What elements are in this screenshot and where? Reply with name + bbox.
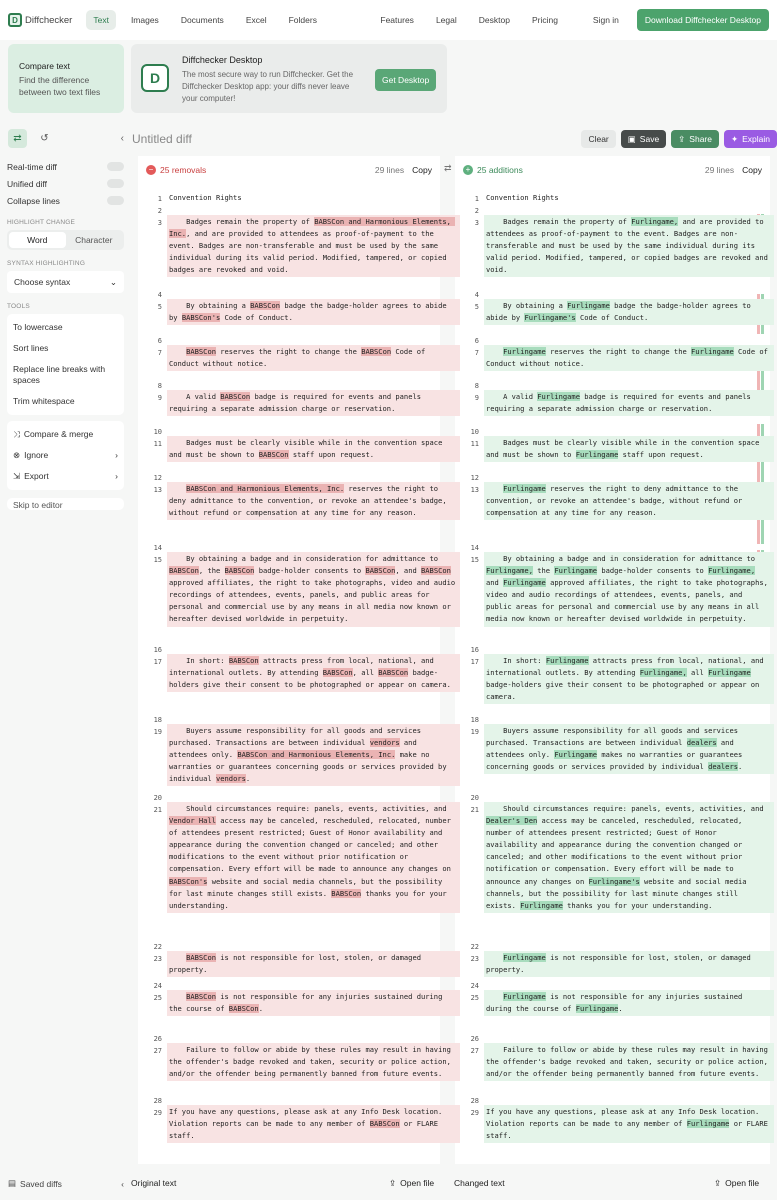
line-number: 11 bbox=[470, 440, 479, 448]
switch[interactable] bbox=[107, 162, 124, 171]
diff-line bbox=[458, 299, 774, 325]
line-number: 10 bbox=[153, 428, 162, 436]
line-number: 18 bbox=[470, 716, 479, 724]
open-file-label: Open file bbox=[400, 1177, 435, 1188]
line-content[interactable]: Furlingame reserves the right to change the Furlingame Code of Conduct without notice. bbox=[484, 345, 774, 371]
toggle-label: Real-time diff bbox=[7, 161, 57, 172]
line-number: 16 bbox=[153, 646, 162, 654]
diff-line bbox=[458, 436, 774, 462]
get-desktop-button[interactable]: Get Desktop bbox=[375, 69, 436, 91]
line-number: 9 bbox=[157, 394, 162, 402]
syntax-value: Choose syntax bbox=[14, 277, 71, 287]
line-number: 19 bbox=[153, 728, 162, 736]
line-number: 27 bbox=[153, 1047, 162, 1055]
highlight-word[interactable]: Word bbox=[9, 232, 66, 248]
nav-documents[interactable]: Documents bbox=[180, 15, 224, 25]
line-number: 26 bbox=[153, 1035, 162, 1043]
line-number: 2 bbox=[474, 207, 479, 215]
line-number: 8 bbox=[157, 382, 162, 390]
line-number: 13 bbox=[470, 486, 479, 494]
line-number: 8 bbox=[474, 382, 479, 390]
ignore-button[interactable] bbox=[7, 445, 124, 466]
line-content[interactable]: By obtaining a badge and in consideration for admittance to BABSCon, the BABSCon badge-holder consents to BABSCon, and BABSCon approved affiliates, the right to take photographs, video and audio recordings of attendees, events, panels, and public areas for personal and commercial use by any means in all media now known or hereafter devised worldwide in perpetuity. bbox=[167, 552, 460, 627]
upload-icon: ⇪ bbox=[714, 1177, 722, 1188]
sign-in-link[interactable]: Sign in bbox=[592, 15, 619, 25]
line-content[interactable]: A valid Furlingame badge is required for events and panels requiring a separate admission charge or reservation. bbox=[484, 390, 774, 416]
ignore-icon: ⊗ bbox=[13, 450, 21, 460]
line-content[interactable]: Badges must be clearly visible while in the convention space and must be shown to Furlingame staff upon request. bbox=[484, 436, 774, 462]
line-number: 28 bbox=[470, 1097, 479, 1105]
desktop-app-icon: D bbox=[141, 64, 169, 92]
diff-line bbox=[458, 654, 774, 704]
action-label: Ignore bbox=[24, 450, 49, 460]
line-number: 16 bbox=[470, 646, 479, 654]
tools-list bbox=[7, 314, 124, 415]
diff-line bbox=[141, 345, 460, 371]
highlight-segment bbox=[7, 230, 124, 250]
saved-diffs-bar[interactable] bbox=[8, 1178, 124, 1189]
diff-line bbox=[458, 552, 774, 627]
save-icon: ▣ bbox=[627, 133, 636, 144]
explain-button[interactable] bbox=[724, 130, 777, 148]
editor-bottom-bar bbox=[131, 1170, 777, 1196]
line-number: 12 bbox=[470, 474, 479, 482]
diff-line bbox=[141, 1043, 460, 1081]
line-number: 7 bbox=[157, 349, 162, 357]
line-content[interactable]: Furlingame is not responsible for lost, stolen, or damaged property. bbox=[484, 951, 774, 977]
diff-line bbox=[141, 215, 460, 277]
line-number: 24 bbox=[153, 982, 162, 990]
removals-count: 25 removals bbox=[160, 164, 207, 175]
compare-text-title: Compare text bbox=[19, 61, 71, 71]
share-label: Share bbox=[689, 134, 712, 144]
collapse-icon[interactable]: ‹ bbox=[121, 1178, 124, 1189]
line-number: 21 bbox=[470, 806, 479, 814]
sparkle-icon: ✦ bbox=[730, 133, 739, 144]
export-icon: ⇲ bbox=[13, 471, 21, 481]
line-number: 4 bbox=[157, 291, 162, 299]
line-number: 24 bbox=[470, 982, 479, 990]
line-number: 6 bbox=[474, 337, 479, 345]
diff-line bbox=[458, 482, 774, 520]
line-number: 5 bbox=[157, 303, 162, 311]
line-number: 5 bbox=[474, 303, 479, 311]
desktop-promo bbox=[131, 44, 447, 113]
compare-text-desc: Find the difference between two text files bbox=[19, 75, 101, 97]
line-content[interactable]: BABSCon and Harmonious Elements, Inc. reserves the right to deny admittance to the convention, or revoke an attendee's badge, without refund or compensation at any time for any reason. bbox=[167, 482, 460, 520]
line-content[interactable]: Convention Rights bbox=[169, 193, 242, 202]
line-number: 21 bbox=[153, 806, 162, 814]
tool-sort-lines[interactable]: Sort lines bbox=[13, 343, 49, 353]
line-number: 18 bbox=[153, 716, 162, 724]
line-number: 19 bbox=[470, 728, 479, 736]
line-number: 11 bbox=[153, 440, 162, 448]
highlight-title: HIGHLIGHT CHANGE bbox=[7, 219, 76, 226]
toggle-collapse[interactable] bbox=[0, 192, 131, 209]
line-content[interactable]: By obtaining a BABSCon badge the badge-holder agrees to abide by BABSCon's Code of Conduct. bbox=[167, 299, 460, 325]
sidebar bbox=[0, 158, 131, 510]
toggle-unified[interactable] bbox=[0, 175, 131, 192]
switch[interactable] bbox=[107, 179, 124, 188]
diff-line bbox=[141, 802, 460, 913]
nav-desktop[interactable]: Desktop bbox=[478, 15, 510, 25]
line-number: 1 bbox=[474, 195, 479, 203]
share-button[interactable] bbox=[671, 130, 719, 148]
open-file-right[interactable] bbox=[714, 1178, 759, 1189]
actions-list bbox=[7, 421, 124, 490]
line-number: 15 bbox=[153, 556, 162, 564]
left-lines-count: 29 lines bbox=[374, 164, 405, 175]
line-content[interactable]: Badges remain the property of BABSCon and Harmonious Elements, Inc., and are provided to attendees as proof-of-payment to the event. Badges are non-transferable and must be used by the same individual during its valid period. Modified, tampered, or copied badges are revoked and void. bbox=[167, 215, 460, 277]
original-text-label: Original text bbox=[131, 1178, 177, 1188]
syntax-select[interactable] bbox=[7, 271, 124, 293]
collapse-sidebar-icon[interactable]: ‹ bbox=[120, 132, 124, 144]
nav-images[interactable]: Images bbox=[130, 15, 159, 25]
tool-lowercase[interactable]: To lowercase bbox=[13, 322, 63, 332]
switch[interactable] bbox=[107, 196, 124, 205]
toggle-realtime[interactable] bbox=[0, 158, 131, 175]
nav-legal[interactable]: Legal bbox=[435, 15, 457, 25]
additions-count: 25 additions bbox=[477, 164, 523, 175]
line-number: 17 bbox=[470, 658, 479, 666]
right-lines-count: 29 lines bbox=[704, 164, 735, 175]
diff-line bbox=[141, 1105, 460, 1143]
diff-line bbox=[141, 482, 460, 520]
line-number: 3 bbox=[157, 219, 162, 227]
changed-text-label: Changed text bbox=[454, 1178, 505, 1188]
diff-line bbox=[458, 345, 774, 371]
chevron-down-icon: ⌄ bbox=[109, 276, 117, 287]
diff-title[interactable]: Untitled diff bbox=[132, 132, 192, 146]
diff-line bbox=[141, 552, 460, 627]
explain-label: Explain bbox=[742, 134, 770, 144]
compare-merge-button[interactable] bbox=[7, 424, 124, 445]
saved-diffs-label: Saved diffs bbox=[20, 1178, 62, 1189]
right-panel-header bbox=[455, 156, 770, 183]
clear-button[interactable]: Clear bbox=[581, 130, 615, 148]
upload-icon: ⇪ bbox=[389, 1177, 397, 1188]
logo-icon: D bbox=[8, 13, 22, 27]
line-content[interactable]: Should circumstances require: panels, events, activities, and Vendor Hall access may be canceled, rescheduled, relocated, number of attendees present restricted; Guest of Honor availability and appearance during the convention changed or canceled; and other modifications to the event without prior notification or compensation. Every effort will be made to announce any changes on BABSCon's website and social media channels, but the possibility for last minute changes still exists. BABSCon thanks you for your understanding. bbox=[167, 802, 460, 913]
diff-line bbox=[458, 215, 774, 277]
line-content[interactable]: A valid BABSCon badge is required for events and panels requiring a separate admission charge or reservation. bbox=[167, 390, 460, 416]
diff-line bbox=[141, 654, 460, 692]
diff-line bbox=[458, 390, 774, 416]
diff-line bbox=[141, 390, 460, 416]
swap-icon[interactable]: ⇄ bbox=[444, 163, 452, 173]
logo[interactable] bbox=[8, 13, 72, 27]
diff-line bbox=[458, 802, 774, 913]
logo-text: Diffchecker bbox=[25, 14, 73, 26]
nav-pricing[interactable]: Pricing bbox=[531, 15, 558, 25]
line-content[interactable]: BABSCon is not responsible for any injuries sustained during the course of BABSCon. bbox=[167, 990, 460, 1016]
line-content[interactable]: In short: Furlingame attracts press from local, national, and international outlets. By attending Furlingame, all Furlingame badge-holders give their consent to be photographed or appear on camera. bbox=[484, 654, 774, 704]
line-number: 25 bbox=[153, 994, 162, 1002]
nav-folders[interactable]: Folders bbox=[288, 15, 317, 25]
line-number: 29 bbox=[470, 1109, 479, 1117]
left-copy-button[interactable]: Copy bbox=[412, 164, 432, 175]
tool-replace-breaks[interactable]: Replace line breaks with spaces bbox=[13, 364, 106, 385]
line-number: 13 bbox=[153, 486, 162, 494]
line-content[interactable]: Buyers assume responsibility for all goods and services purchased. Transactions are between individual vendors and attendees only. BABSCon and Harmonious Elements, Inc. make no warranties or guarantees concerning goods or services provided by individual vendors. bbox=[167, 724, 460, 786]
right-copy-button[interactable]: Copy bbox=[742, 164, 762, 175]
diff-line bbox=[141, 436, 460, 462]
action-label: Compare & merge bbox=[23, 429, 94, 439]
minus-icon: − bbox=[146, 165, 156, 175]
diff-line bbox=[141, 951, 460, 977]
line-number: 27 bbox=[470, 1047, 479, 1055]
highlight-character[interactable]: Character bbox=[75, 235, 113, 245]
diff-line bbox=[141, 990, 460, 1016]
line-content[interactable]: Failure to follow or abide by these rules may result in having the offender's badge revoked and taken, security or police action, and/or the offender being permanently banned from future events. bbox=[167, 1043, 460, 1081]
compare-text-card[interactable] bbox=[8, 44, 124, 113]
line-content[interactable]: Badges remain the property of Furlingame, and are provided to attendees as proof-of-payment to the event. Badges are non-transferable and must be used by the same individual during its valid period. Modified, tampered, or copied badges are revoked and void. bbox=[484, 215, 774, 277]
promo-desc: The most secure way to run Diffchecker. Get the Diffchecker Desktop app: your diffs never leave your computer! bbox=[182, 70, 354, 103]
open-file-label: Open file bbox=[725, 1177, 760, 1188]
line-content[interactable]: If you have any questions, please ask at any Info Desk location. Violation reports can be made to any member of BABSCon or FLARE staff. bbox=[167, 1105, 460, 1143]
diff-line bbox=[458, 1105, 774, 1143]
line-number: 15 bbox=[470, 556, 479, 564]
saved-diffs-icon: ▤ bbox=[8, 1178, 17, 1188]
action-label: Export bbox=[24, 471, 49, 481]
line-number: 17 bbox=[153, 658, 162, 666]
line-content[interactable]: Badges must be clearly visible while in the convention space and must be shown to BABSCon staff upon request. bbox=[167, 436, 460, 462]
diff-line bbox=[458, 951, 774, 977]
diff-header bbox=[131, 128, 777, 150]
save-button[interactable] bbox=[621, 130, 666, 148]
line-number: 1 bbox=[157, 195, 162, 203]
share-icon: ⇪ bbox=[678, 133, 686, 144]
chevron-right-icon: › bbox=[115, 450, 118, 460]
history-icon[interactable]: ↺ bbox=[40, 132, 49, 144]
diff-line bbox=[141, 299, 460, 325]
line-number: 9 bbox=[474, 394, 479, 402]
line-number: 14 bbox=[470, 544, 479, 552]
tools-title: TOOLS bbox=[7, 303, 30, 310]
line-content[interactable]: By obtaining a Furlingame badge the badge-holder agrees to abide by Furlingame's Code of Conduct. bbox=[484, 299, 774, 325]
promo-title: Diffchecker Desktop bbox=[182, 55, 263, 65]
line-number: 12 bbox=[153, 474, 162, 482]
line-number: 10 bbox=[470, 428, 479, 436]
left-panel-header bbox=[138, 156, 440, 183]
line-content[interactable]: Furlingame is not responsible for any injuries sustained during the course of Furlingame. bbox=[484, 990, 774, 1016]
diff-line bbox=[458, 990, 774, 1016]
line-number: 23 bbox=[470, 955, 479, 963]
line-content[interactable]: If you have any questions, please ask at any Info Desk location. Violation reports can be made to any member of Furlingame or FLARE staff. bbox=[484, 1105, 774, 1143]
chevron-right-icon: › bbox=[115, 471, 118, 481]
line-number: 6 bbox=[157, 337, 162, 345]
sidebar-toolstrip bbox=[8, 128, 124, 148]
syntax-title: SYNTAX HIGHLIGHTING bbox=[7, 260, 86, 267]
line-number: 20 bbox=[153, 794, 162, 802]
plus-icon: + bbox=[463, 165, 473, 175]
line-content[interactable]: Buyers assume responsibility for all goods and services purchased. Transactions are between individual dealers and attendees only. Furlingame makes no warranties or guarantees concerning goods or services provided by individual dealers. bbox=[484, 724, 774, 774]
open-file-left[interactable] bbox=[389, 1178, 434, 1189]
diff-line bbox=[458, 724, 774, 774]
line-number: 14 bbox=[153, 544, 162, 552]
line-number: 22 bbox=[470, 943, 479, 951]
merge-icon: ⤨ bbox=[13, 429, 20, 439]
line-number: 28 bbox=[153, 1097, 162, 1105]
skip-to-editor[interactable] bbox=[7, 498, 124, 510]
nav-text[interactable]: Text bbox=[86, 10, 116, 30]
line-number: 20 bbox=[470, 794, 479, 802]
diff-line bbox=[141, 724, 460, 786]
toggle-label: Collapse lines bbox=[7, 195, 60, 206]
line-number: 4 bbox=[474, 291, 479, 299]
line-number: 22 bbox=[153, 943, 162, 951]
line-number: 3 bbox=[474, 219, 479, 227]
line-content[interactable]: Should circumstances require: panels, events, activities, and Dealer's Den access may be canceled, rescheduled, relocated, number of attendees present restricted; Guest of Honor availability and appearance during the convention changed or canceled; and other modifications to the event without prior notification or compensation. Every effort will be made to announce any changes on Furlingame's website and social media channels, but the possibility for last minute changes still exists. Furlingame thanks you for your understanding. bbox=[484, 802, 774, 913]
line-content[interactable]: In short: BABSCon attracts press from local, national, and international outlets. By attending BABSCon, all BABSCon badge-holders give their consent to be photographed or appear on camera. bbox=[167, 654, 460, 692]
save-label: Save bbox=[639, 134, 660, 144]
line-number: 7 bbox=[474, 349, 479, 357]
line-number: 26 bbox=[470, 1035, 479, 1043]
nav-features[interactable]: Features bbox=[380, 15, 414, 25]
line-content[interactable]: By obtaining a badge and in consideration for admittance to Furlingame, the Furlingame badge-holder consents to Furlingame, and Furlingame approved affiliates, the right to take photographs, video and audio recordings of attendees, events, panels, and public areas for personal and commercial use by any means in all media now known or hereafter devised worldwide in perpetuity. bbox=[484, 552, 774, 627]
line-content[interactable]: BABSCon reserves the right to change the BABSCon Code of Conduct without notice. bbox=[167, 345, 460, 371]
line-content[interactable]: Convention Rights bbox=[486, 193, 559, 202]
top-nav bbox=[0, 0, 777, 40]
tool-trim-whitespace[interactable]: Trim whitespace bbox=[13, 396, 75, 406]
line-number: 23 bbox=[153, 955, 162, 963]
skip-label: Skip to editor bbox=[13, 500, 63, 510]
line-content[interactable]: BABSCon is not responsible for lost, stolen, or damaged property. bbox=[167, 951, 460, 977]
line-number: 25 bbox=[470, 994, 479, 1002]
line-number: 2 bbox=[157, 207, 162, 215]
download-desktop-button[interactable]: Download Diffchecker Desktop bbox=[637, 9, 769, 31]
nav-excel[interactable]: Excel bbox=[245, 15, 267, 25]
diff-line bbox=[458, 1043, 774, 1081]
export-button[interactable] bbox=[7, 466, 124, 487]
line-content[interactable]: Failure to follow or abide by these rules may result in having the offender's badge revoked and taken, security or police action, and/or the offender being permanently banned from future events. bbox=[484, 1043, 774, 1081]
line-number: 29 bbox=[153, 1109, 162, 1117]
toggle-label: Unified diff bbox=[7, 178, 48, 189]
diff-settings-icon[interactable]: ⇄ bbox=[8, 129, 27, 148]
line-content[interactable]: Furlingame reserves the right to deny admittance to the convention, or revoke an attendee's badge, without refund or compensation at any time for any reason. bbox=[484, 482, 774, 520]
